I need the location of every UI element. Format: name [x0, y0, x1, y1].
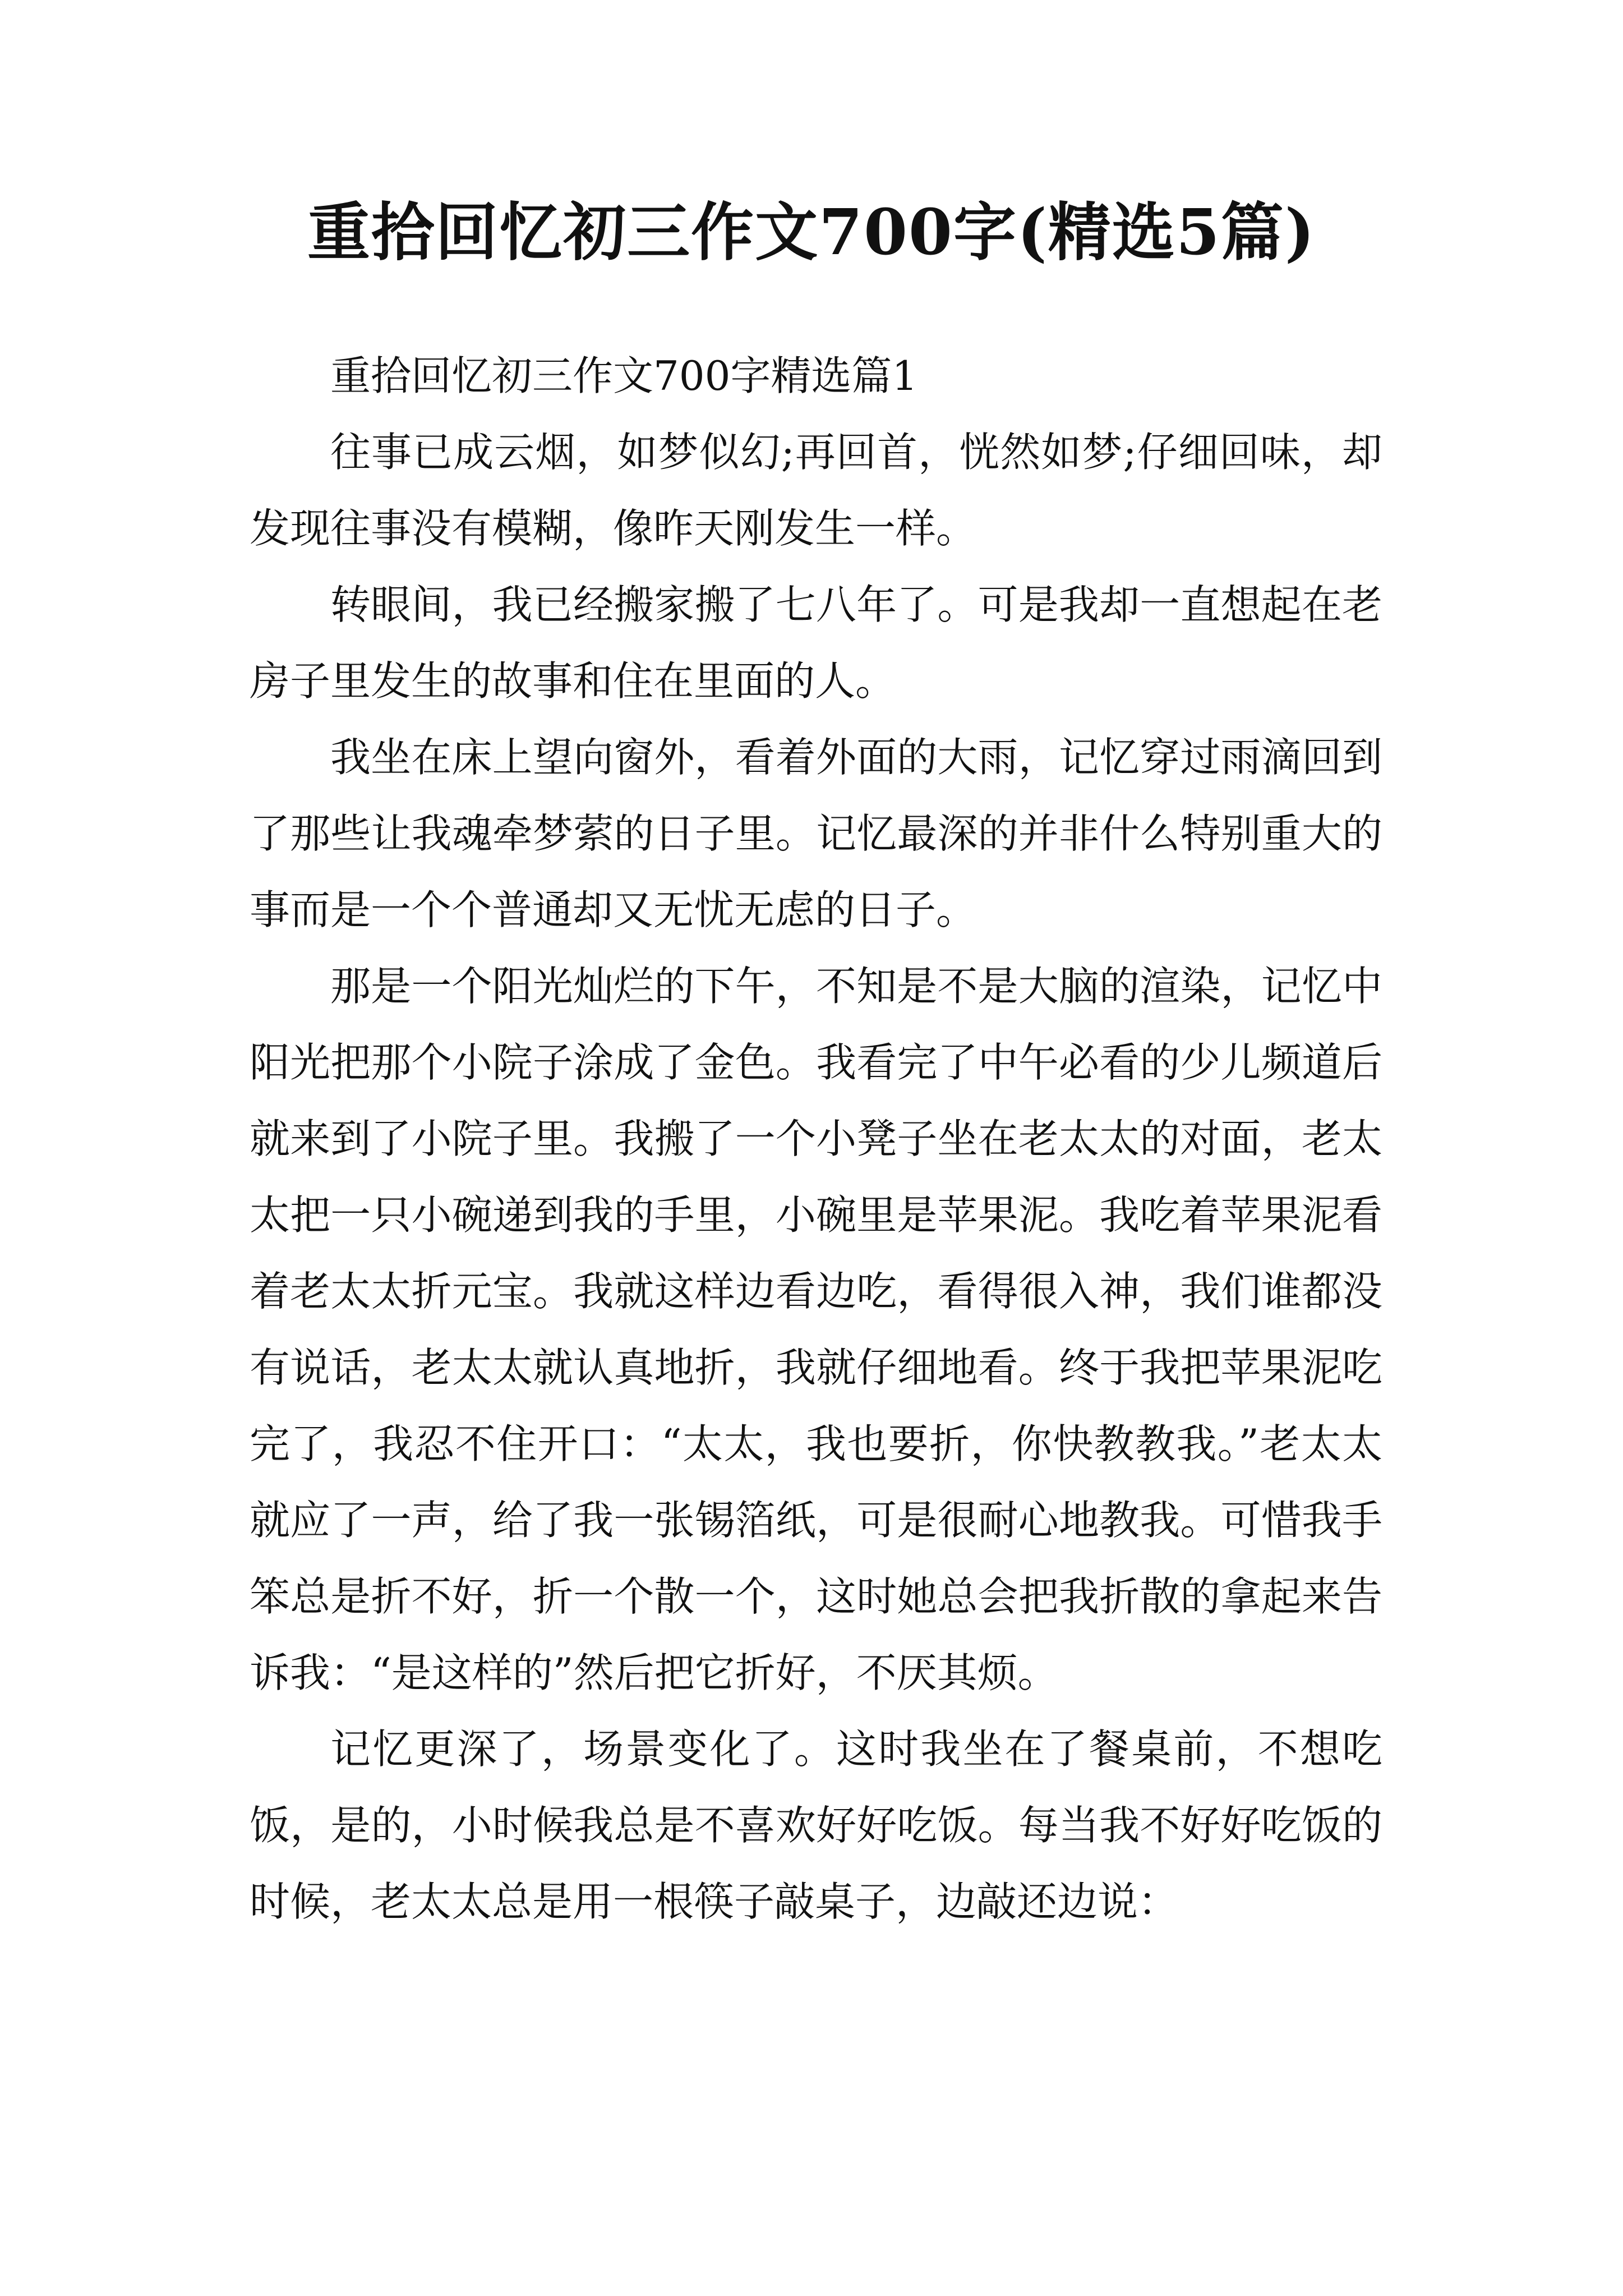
paragraph: 记忆更深了，场景变化了。这时我坐在了餐桌前，不想吃饭，是的，小时候我总是不喜欢好好吃饭。每当我不好好吃饭的时候，老太太总是用一根筷子敲桌子，边敲还边说： [250, 1726, 1382, 1925]
paragraph: 那是一个阳光灿烂的下午，不知是不是大脑的渲染，记忆中阳光把那个小院子涂成了金色。我看完了中午必看的少儿频道后就来到了小院子里。我搬了一个小凳子坐在老太太的对面，老太太把一只小碗递到我的手里，小碗里是苹果泥。我吃着苹果泥看着老太太折元宝。我就这样边看边吃，看得很入神，我们谁都没有说话，老太太就认真地折，我就仔细地看。终于我把苹果泥吃完了，我忍不住开口：“太太，我也要折，你快教教我。”老太太就应了一声，给了我一张锡箔纸，可是很耐心地教我。可惜我手笨总是折不好，折一个散一个，这时她总会把我折散的拿起来告诉我：“是这样的”然后把它折好，不厌其烦。 [250, 963, 1382, 1696]
paragraph: 我坐在床上望向窗外，看着外面的大雨，记忆穿过雨滴回到了那些让我魂牵梦萦的日子里。记忆最深的并非什么特别重大的事而是一个个普通却又无忧无虑的日子。 [250, 734, 1382, 933]
document-body [250, 338, 1382, 1940]
document-title: 重拾回忆初三作文700字(精选5篇) [307, 196, 1316, 269]
section-heading: 重拾回忆初三作文700字精选篇1 [330, 352, 918, 399]
paragraph: 往事已成云烟，如梦似幻;再回首，恍然如梦;仔细回味，却发现往事没有模糊，像昨天刚发生一样。 [250, 429, 1382, 552]
paragraph: 转眼间，我已经搬家搬了七八年了。可是我却一直想起在老房子里发生的故事和住在里面的人。 [250, 581, 1382, 705]
